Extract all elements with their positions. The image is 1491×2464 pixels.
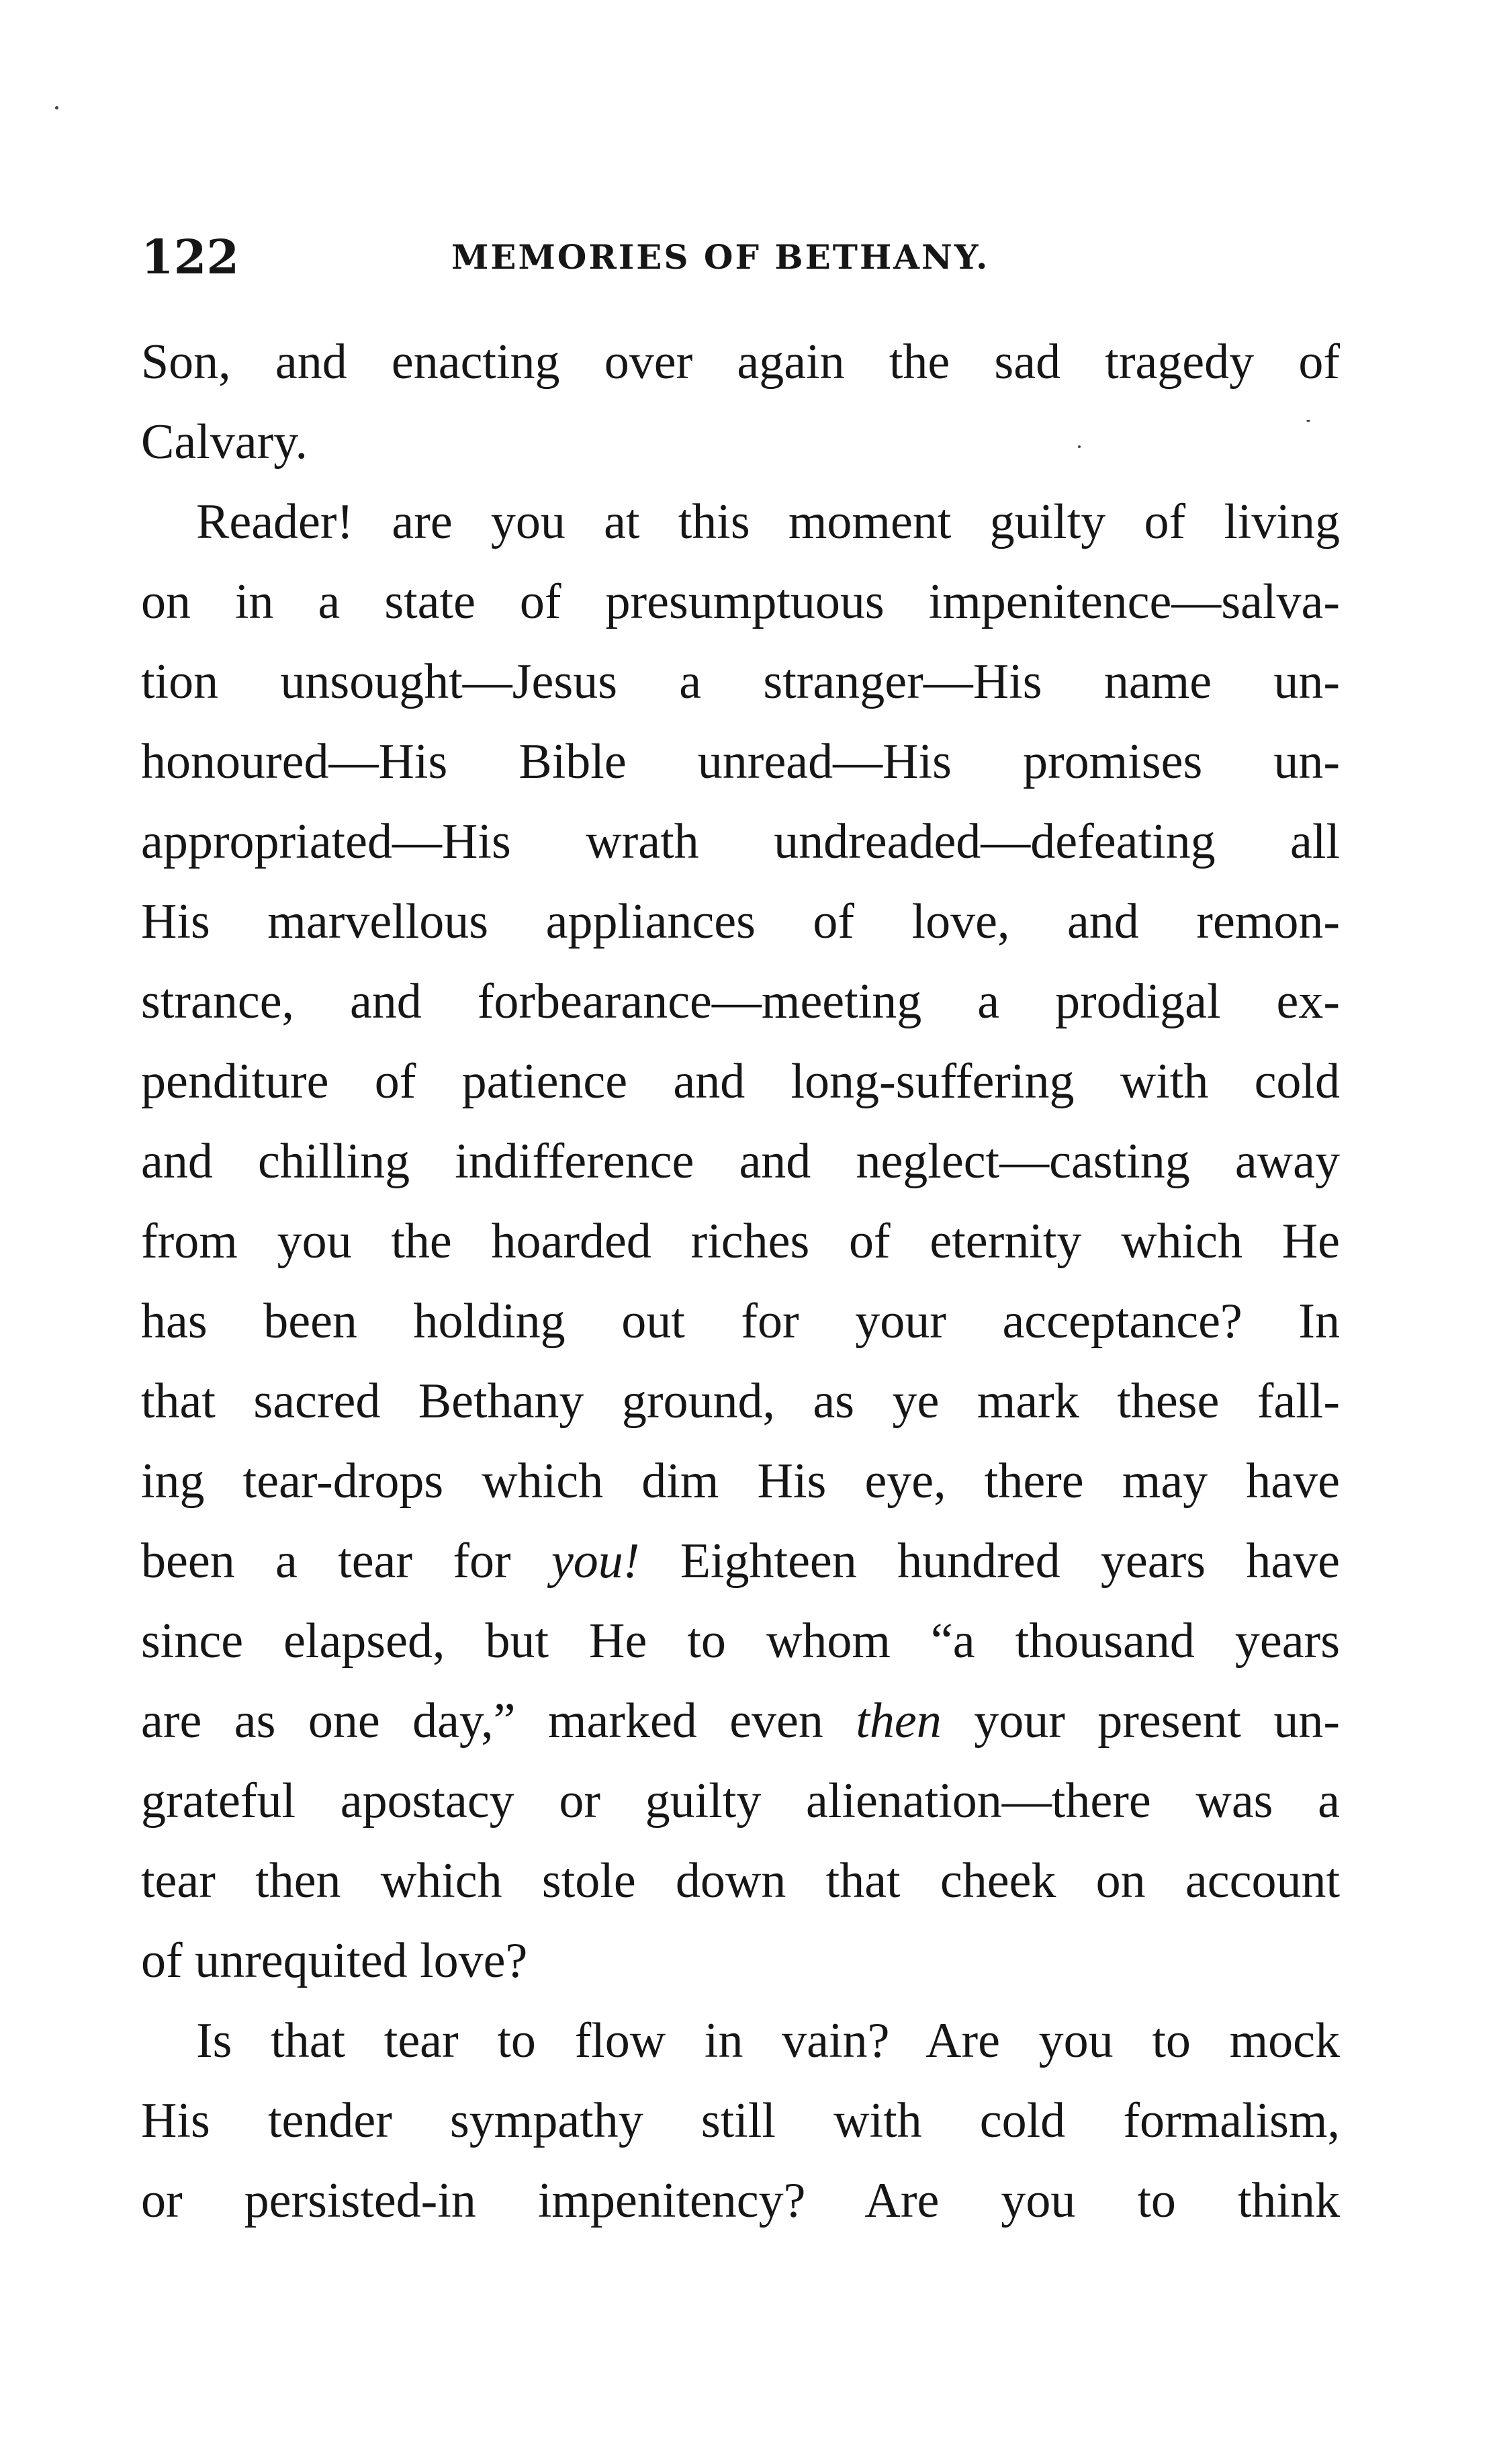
text-line: Is that tear to flow in vain? Are you to mock — [196, 2013, 1340, 2068]
text-line: from you the hoarded riches of eternity which He — [141, 1214, 1340, 1269]
text-line: has been holding out for your acceptance? In — [141, 1294, 1340, 1349]
paper-speck — [1078, 445, 1081, 448]
text-line: Calvary. — [141, 414, 308, 470]
running-head — [141, 227, 1350, 288]
text-line: His marvellous appliances of love, and remon- — [141, 894, 1340, 949]
text-segment: been a tear for — [141, 1534, 511, 1589]
text-line: penditure of patience and long-suffering with cold — [141, 1054, 1340, 1109]
text-line: honoured—His Bible unread—His promises un- — [141, 734, 1340, 789]
text-segment: Eighteen hundred years have — [680, 1534, 1341, 1589]
text-line: ing tear-drops which dim His eye, there may have — [141, 1454, 1340, 1509]
text-segment: your present un- — [974, 1693, 1341, 1749]
body-text — [141, 322, 1340, 2241]
text-line: since elapsed, but He to whom “a thousand years — [141, 1614, 1340, 1669]
text-line: and chilling indifference and neglect—casting away — [141, 1134, 1340, 1189]
text-line — [141, 1522, 1340, 1601]
text-line: of unrequited love? — [141, 1933, 528, 1988]
running-title: MEMORIES OF BETHANY. — [451, 237, 990, 277]
text-line: grateful apostacy or guilty alienation—there was a — [141, 1773, 1340, 1829]
text-line: Reader! are you at this moment guilty of living — [196, 494, 1340, 549]
text-line: His tender sympathy still with cold formalism, — [141, 2093, 1340, 2148]
italic-emphasis: you! — [551, 1534, 640, 1589]
text-line: strance, and forbearance—meeting a prodigal ex- — [141, 974, 1340, 1029]
paper-speck — [55, 106, 58, 109]
text-line — [141, 1681, 1340, 1761]
text-line: appropriated—His wrath undreaded—defeating all — [141, 814, 1340, 869]
text-line: that sacred Bethany ground, as ye mark these fall- — [141, 1374, 1340, 1429]
text-line: on in a state of presumptuous impenitence—salva- — [141, 574, 1340, 629]
text-line: tear then which stole down that cheek on account — [141, 1853, 1340, 1908]
paper-speck — [1306, 420, 1310, 422]
page-number: 122 — [141, 229, 240, 285]
text-line: or persisted-in impenitency? Are you to think — [141, 2173, 1340, 2228]
text-line: Son, and enacting over again the sad tragedy of — [141, 335, 1340, 390]
text-line: tion unsought—Jesus a stranger—His name un- — [141, 654, 1340, 709]
text-segment: are as one day,” marked even — [141, 1693, 823, 1749]
italic-emphasis: then — [856, 1693, 942, 1749]
